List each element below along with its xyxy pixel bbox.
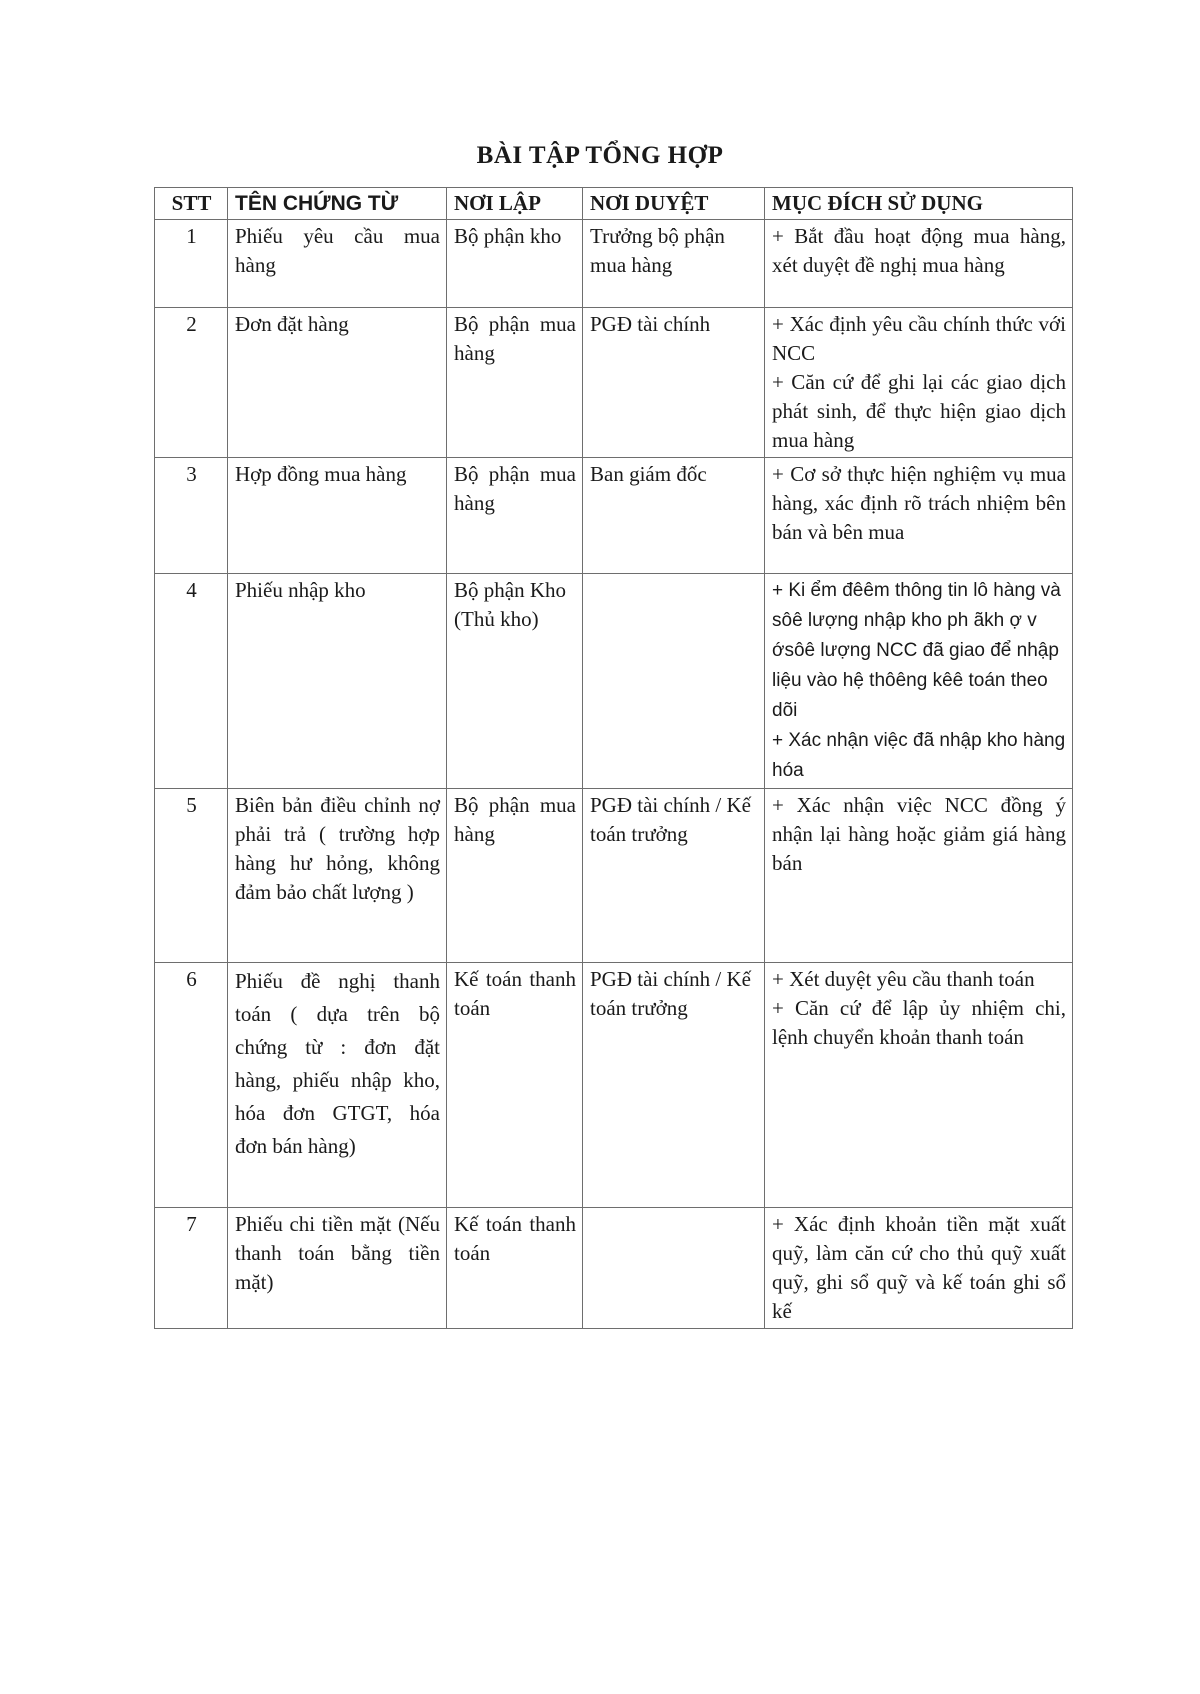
muc-dich-line: + Ki ểm đêêm thông tin lô hàng và sôê lượng nhập kho ph ãkh ợ v ớsôê lượng NCC đã giao để nhập liệu vào hệ thôêng kêê toán theo dõi xyxy=(772,580,1061,721)
cell-noi-duyet: PGĐ tài chính / Kế toán trưởng xyxy=(583,789,765,963)
muc-dich-line: + Căn cứ để lập ủy nhiệm chi, lệnh chuyển khoản thanh toán xyxy=(772,996,1066,1049)
cell-stt: 4 xyxy=(155,574,228,789)
cell-stt: 3 xyxy=(155,458,228,574)
cell-muc-dich xyxy=(765,1208,1073,1329)
table-row xyxy=(155,220,1073,308)
muc-dich-line: + Bắt đầu hoạt động mua hàng, xét duyệt đề nghị mua hàng xyxy=(772,224,1066,277)
table-row xyxy=(155,1208,1073,1329)
cell-muc-dich xyxy=(765,308,1073,458)
cell-muc-dich xyxy=(765,458,1073,574)
cell-stt: 2 xyxy=(155,308,228,458)
table-row xyxy=(155,789,1073,963)
cell-noi-duyet: PGĐ tài chính xyxy=(583,308,765,458)
cell-ten-chung-tu: Phiếu nhập kho xyxy=(228,574,447,789)
cell-noi-lap: Kế toán thanh toán xyxy=(447,963,583,1208)
cell-stt: 7 xyxy=(155,1208,228,1329)
muc-dich-line: + Xác định khoản tiền mặt xuất quỹ, làm căn cứ cho thủ quỹ xuất quỹ, ghi sổ quỹ và kế toán ghi sổ kế xyxy=(772,1212,1066,1323)
muc-dich-line: + Cơ sở thực hiện nghiệm vụ mua hàng, xác định rõ trách nhiệm bên bán và bên mua xyxy=(772,462,1066,544)
muc-dich-line: + Xét duyệt yêu cầu thanh toán xyxy=(772,967,1035,991)
cell-noi-lap: Bộ phận mua hàng xyxy=(447,308,583,458)
cell-noi-lap: Bộ phận mua hàng xyxy=(447,458,583,574)
cell-noi-lap: Kế toán thanh toán xyxy=(447,1208,583,1329)
cell-stt: 5 xyxy=(155,789,228,963)
page-title: BÀI TẬP TỔNG HỢP xyxy=(476,142,724,169)
table-row xyxy=(155,308,1073,458)
document-table xyxy=(154,187,1073,1329)
cell-muc-dich xyxy=(765,220,1073,308)
cell-stt: 1 xyxy=(155,220,228,308)
cell-noi-duyet: Trưởng bộ phận mua hàng xyxy=(583,220,765,308)
muc-dich-line: + Xác nhận việc đã nhập kho hàng hóa xyxy=(772,730,1066,781)
cell-ten-chung-tu: Biên bản điều chỉnh nợ phải trả ( trường hợp hàng hư hỏng, không đảm bảo chất lượng ) xyxy=(228,789,447,963)
muc-dich-line: + Xác nhận việc NCC đồng ý nhận lại hàng hoặc giảm giá hàng bán xyxy=(772,793,1066,875)
cell-noi-duyet: Ban giám đốc xyxy=(583,458,765,574)
cell-noi-duyet: PGĐ tài chính / Kế toán trưởng xyxy=(583,963,765,1208)
cell-muc-dich xyxy=(765,963,1073,1208)
table-row xyxy=(155,458,1073,574)
cell-ten-chung-tu: Phiếu yêu cầu mua hàng xyxy=(228,220,447,308)
cell-noi-lap: Bộ phận kho xyxy=(447,220,583,308)
table-row xyxy=(155,963,1073,1208)
cell-muc-dich xyxy=(765,789,1073,963)
cell-noi-duyet xyxy=(583,1208,765,1329)
table-row xyxy=(155,574,1073,789)
header-noi-lap: NƠI LẬP xyxy=(447,188,583,220)
cell-muc-dich xyxy=(765,574,1073,789)
header-stt: STT xyxy=(155,188,228,220)
muc-dich-line: + Xác định yêu cầu chính thức với NCC xyxy=(772,312,1066,365)
cell-ten-chung-tu: Đơn đặt hàng xyxy=(228,308,447,458)
header-muc-dich: MỤC ĐÍCH SỬ DỤNG xyxy=(765,188,1073,220)
cell-ten-chung-tu: Phiếu đề nghị thanh toán ( dựa trên bộ chứng từ : đơn đặt hàng, phiếu nhập kho, hóa đơn GTGT, hóa đơn bán hàng) xyxy=(228,963,447,1208)
cell-stt: 6 xyxy=(155,963,228,1208)
cell-ten-chung-tu: Hợp đồng mua hàng xyxy=(228,458,447,574)
header-noi-duyet: NƠI DUYỆT xyxy=(583,188,765,220)
table-header-row xyxy=(155,188,1073,220)
header-ten-chung-tu: TÊN CHỨNG TỪ xyxy=(228,188,447,220)
cell-ten-chung-tu: Phiếu chi tiền mặt (Nếu thanh toán bằng tiền mặt) xyxy=(228,1208,447,1329)
cell-noi-lap: Bộ phận mua hàng xyxy=(447,789,583,963)
cell-noi-duyet xyxy=(583,574,765,789)
cell-noi-lap: Bộ phận Kho (Thủ kho) xyxy=(447,574,583,789)
muc-dich-line: + Căn cứ để ghi lại các giao dịch phát sinh, để thực hiện giao dịch mua hàng xyxy=(772,370,1066,452)
